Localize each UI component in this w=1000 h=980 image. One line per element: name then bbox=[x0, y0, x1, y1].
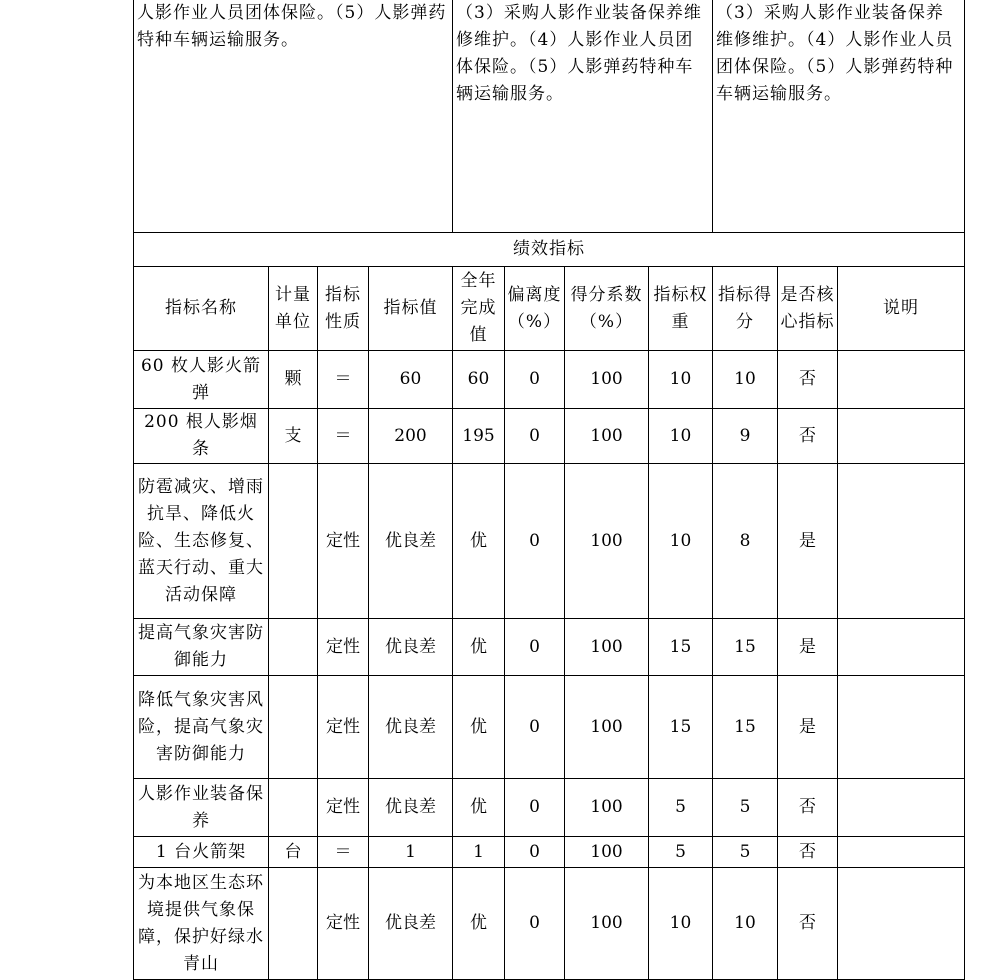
row-note bbox=[838, 619, 965, 676]
row-deviation: 0 bbox=[505, 464, 565, 619]
table-row bbox=[134, 837, 965, 868]
row-nature: ＝ bbox=[318, 409, 369, 464]
row-name: 200 根人影烟条 bbox=[134, 409, 269, 464]
row-nature: 定性 bbox=[318, 676, 369, 779]
row-core: 是 bbox=[778, 619, 838, 676]
row-coef: 100 bbox=[565, 837, 649, 868]
row-coef: 100 bbox=[565, 868, 649, 980]
row-score: 15 bbox=[713, 676, 778, 779]
row-nature: 定性 bbox=[318, 619, 369, 676]
row-deviation: 0 bbox=[505, 619, 565, 676]
row-deviation: 0 bbox=[505, 868, 565, 980]
header-row bbox=[134, 267, 965, 351]
table-row bbox=[134, 351, 965, 409]
top-cell-2: （3）采购人影作业装备保养维修维护。（4）人影作业人员团体保险。（5）人影弹药特种车辆运输服务。 bbox=[453, 0, 713, 233]
row-coef: 100 bbox=[565, 464, 649, 619]
row-deviation: 0 bbox=[505, 779, 565, 837]
header-note: 说明 bbox=[838, 267, 965, 351]
row-note bbox=[838, 464, 965, 619]
row-value: 优良差 bbox=[369, 868, 453, 980]
row-name: 提高气象灾害防御能力 bbox=[134, 619, 269, 676]
row-coef: 100 bbox=[565, 619, 649, 676]
row-weight: 10 bbox=[649, 868, 713, 980]
row-actual: 优 bbox=[453, 676, 505, 779]
row-weight: 5 bbox=[649, 779, 713, 837]
table-row bbox=[134, 676, 965, 779]
row-weight: 10 bbox=[649, 409, 713, 464]
section-title-row bbox=[134, 233, 965, 267]
row-deviation: 0 bbox=[505, 676, 565, 779]
row-nature: 定性 bbox=[318, 779, 369, 837]
row-unit bbox=[269, 676, 318, 779]
top-content-row bbox=[134, 0, 965, 233]
header-name: 指标名称 bbox=[134, 267, 269, 351]
row-name: 人影作业装备保养 bbox=[134, 779, 269, 837]
row-nature: ＝ bbox=[318, 837, 369, 868]
row-coef: 100 bbox=[565, 779, 649, 837]
row-score: 5 bbox=[713, 779, 778, 837]
row-value: 优良差 bbox=[369, 464, 453, 619]
row-unit bbox=[269, 464, 318, 619]
row-nature: 定性 bbox=[318, 868, 369, 980]
row-value: 60 bbox=[369, 351, 453, 409]
row-score: 10 bbox=[713, 351, 778, 409]
row-name: 为本地区生态环境提供气象保障，保护好绿水青山 bbox=[134, 868, 269, 980]
row-weight: 5 bbox=[649, 837, 713, 868]
row-name: 防雹减灾、增雨抗旱、降低火险、生态修复、蓝天行动、重大活动保障 bbox=[134, 464, 269, 619]
row-core: 否 bbox=[778, 837, 838, 868]
row-actual: 优 bbox=[453, 464, 505, 619]
row-value: 优良差 bbox=[369, 619, 453, 676]
top-cell-1: 人影作业人员团体保险。（5）人影弹药特种车辆运输服务。 bbox=[134, 0, 453, 233]
row-nature: ＝ bbox=[318, 351, 369, 409]
row-value: 1 bbox=[369, 837, 453, 868]
row-unit: 颗 bbox=[269, 351, 318, 409]
row-score: 9 bbox=[713, 409, 778, 464]
row-actual: 1 bbox=[453, 837, 505, 868]
row-core: 否 bbox=[778, 409, 838, 464]
row-deviation: 0 bbox=[505, 837, 565, 868]
row-unit bbox=[269, 779, 318, 837]
row-score: 8 bbox=[713, 464, 778, 619]
row-note bbox=[838, 351, 965, 409]
table-row bbox=[134, 779, 965, 837]
row-nature: 定性 bbox=[318, 464, 369, 619]
table-row bbox=[134, 409, 965, 464]
row-value: 优良差 bbox=[369, 779, 453, 837]
row-actual: 优 bbox=[453, 619, 505, 676]
row-actual: 优 bbox=[453, 868, 505, 980]
header-weight: 指标权重 bbox=[649, 267, 713, 351]
header-coef: 得分系数（%） bbox=[565, 267, 649, 351]
header-deviation: 偏离度（%） bbox=[505, 267, 565, 351]
row-note bbox=[838, 409, 965, 464]
row-value: 优良差 bbox=[369, 676, 453, 779]
row-value: 200 bbox=[369, 409, 453, 464]
row-core: 是 bbox=[778, 676, 838, 779]
row-note bbox=[838, 676, 965, 779]
table-row bbox=[134, 868, 965, 980]
row-core: 是 bbox=[778, 464, 838, 619]
row-deviation: 0 bbox=[505, 409, 565, 464]
row-name: 1 台火箭架 bbox=[134, 837, 269, 868]
performance-table bbox=[133, 0, 965, 980]
header-unit: 计量单位 bbox=[269, 267, 318, 351]
row-score: 5 bbox=[713, 837, 778, 868]
row-score: 15 bbox=[713, 619, 778, 676]
row-unit bbox=[269, 619, 318, 676]
top-cell-3: （3）采购人影作业装备保养维修维护。（4）人影作业人员团体保险。（5）人影弹药特种车辆运输服务。 bbox=[713, 0, 965, 233]
row-name: 降低气象灾害风险，提高气象灾害防御能力 bbox=[134, 676, 269, 779]
row-score: 10 bbox=[713, 868, 778, 980]
header-nature: 指标性质 bbox=[318, 267, 369, 351]
row-weight: 15 bbox=[649, 676, 713, 779]
row-core: 否 bbox=[778, 351, 838, 409]
row-weight: 15 bbox=[649, 619, 713, 676]
table-row bbox=[134, 619, 965, 676]
row-deviation: 0 bbox=[505, 351, 565, 409]
row-coef: 100 bbox=[565, 676, 649, 779]
row-coef: 100 bbox=[565, 409, 649, 464]
row-coef: 100 bbox=[565, 351, 649, 409]
table-row bbox=[134, 464, 965, 619]
row-core: 否 bbox=[778, 868, 838, 980]
row-unit bbox=[269, 868, 318, 980]
row-actual: 195 bbox=[453, 409, 505, 464]
row-weight: 10 bbox=[649, 464, 713, 619]
row-note bbox=[838, 837, 965, 868]
header-actual: 全年完成值 bbox=[453, 267, 505, 351]
row-name: 60 枚人影火箭弹 bbox=[134, 351, 269, 409]
header-value: 指标值 bbox=[369, 267, 453, 351]
row-actual: 优 bbox=[453, 779, 505, 837]
row-core: 否 bbox=[778, 779, 838, 837]
row-unit: 台 bbox=[269, 837, 318, 868]
row-note bbox=[838, 779, 965, 837]
row-weight: 10 bbox=[649, 351, 713, 409]
header-score: 指标得分 bbox=[713, 267, 778, 351]
row-unit: 支 bbox=[269, 409, 318, 464]
section-title: 绩效指标 bbox=[134, 233, 965, 267]
row-actual: 60 bbox=[453, 351, 505, 409]
header-core: 是否核心指标 bbox=[778, 267, 838, 351]
row-note bbox=[838, 868, 965, 980]
